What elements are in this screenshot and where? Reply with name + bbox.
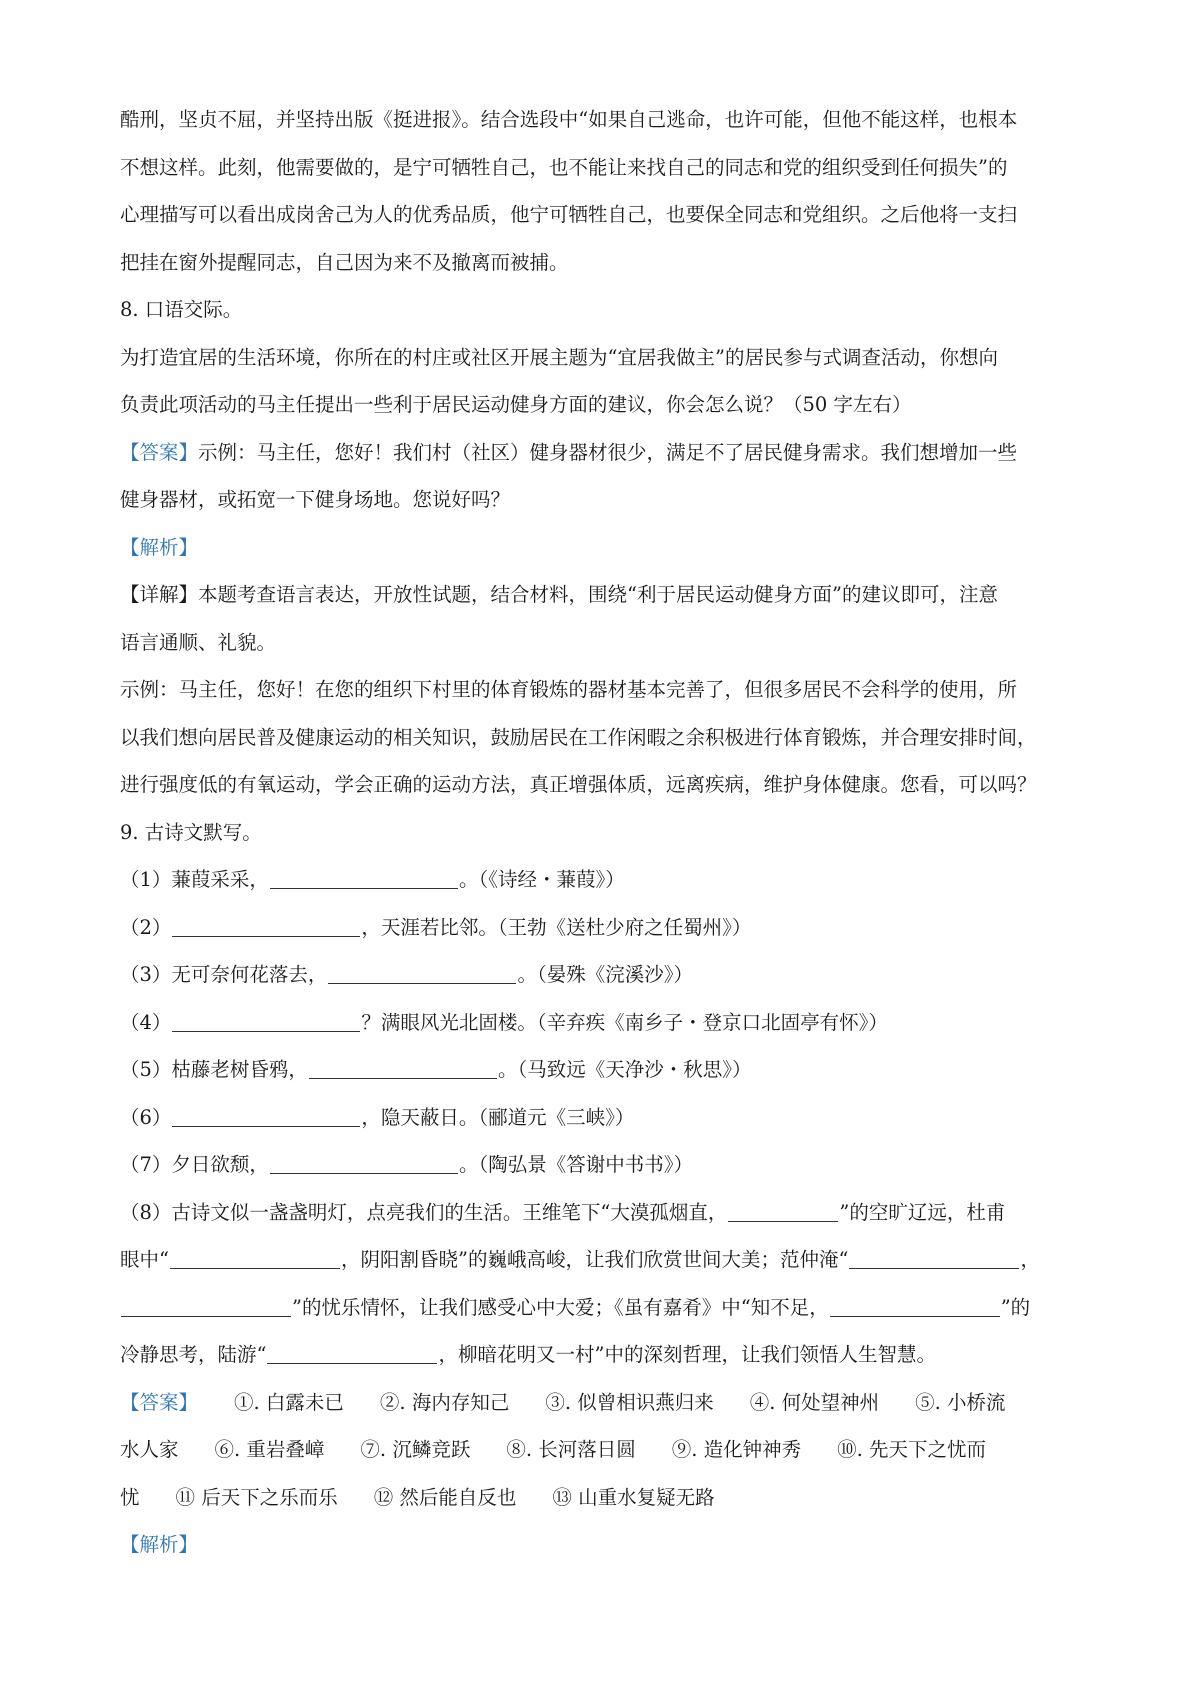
answer-item: ⑩. 先天下之忧而 bbox=[837, 1438, 987, 1461]
dictation-item-8: ”的忧乐情怀，让我们感受心中大爱；《虽有嘉肴》中“知不足， ”的 bbox=[120, 1284, 1096, 1332]
dictation-item-8: 冷静思考，陆游“ ，柳暗花明又一村”中的深刻哲理，让我们领悟人生智慧。 bbox=[120, 1343, 936, 1366]
question-title: 8. 口语交际。 bbox=[120, 298, 243, 321]
answer-item: ⑪ 后天下之乐而乐 bbox=[175, 1485, 338, 1509]
question-prompt-line: 为打造宜居的生活环境，你所在的村庄或社区开展主题为“宜居我做主”的居民参与式调查活动，你想向 bbox=[120, 345, 998, 369]
fill-blank[interactable] bbox=[849, 1246, 1019, 1269]
example-line: 示例：马主任，您好！在您的组织下村里的体育锻炼的器材基本完善了，但很多居民不会科学的使用，所 bbox=[120, 678, 1018, 701]
answer-item: ①. 白露未已 bbox=[234, 1390, 344, 1414]
answer-item: ⑬ 山重水复疑无路 bbox=[552, 1485, 715, 1509]
dictation-item: （1）蒹葭采采， 。（《诗经・蒹葭》） bbox=[120, 868, 625, 891]
answer-item: ⑧. 长河落日圆 bbox=[506, 1438, 636, 1461]
dictation-item-8: 眼中“ ，阴阳割昏晓”的巍峨高峻，让我们欣赏世间大美；范仲淹“ ， bbox=[120, 1248, 1040, 1271]
previous-analysis bbox=[120, 96, 1096, 286]
dictation-item-8: （8）古诗文似一盏盏明灯，点亮我们的生活。王维笔下“大漠孤烟直， ”的空旷辽远，杜甫 bbox=[120, 1200, 1006, 1224]
detail-line bbox=[120, 571, 1096, 619]
answer-tag: 【答案】 bbox=[120, 1390, 199, 1414]
answer-item: ⑥. 重岩叠嶂 bbox=[214, 1438, 325, 1461]
fill-blank[interactable] bbox=[121, 1294, 291, 1317]
answer-tag: 【答案】 bbox=[120, 440, 199, 464]
example-line: 以我们想向居民普及健康运动的相关知识，鼓励居民在工作闲暇之余积极进行体育锻炼，并合理安排时间， bbox=[120, 725, 1037, 749]
answer-text: 示例：马主任，您好！我们村（社区）健身器材很少，满足不了居民健身需求。我们想增加一些 bbox=[198, 440, 1018, 464]
question-title: 9. 古诗文默写。 bbox=[120, 820, 262, 844]
analysis-line: 心理描写可以看出成岗舍己为人的优秀品质，他宁可牺牲自己，也要保全同志和党组织。之后他将一支扫 bbox=[120, 203, 1018, 226]
detail-text: 本题考查语言表达，开放性试题，结合材料，围绕“利于居民运动健身方面”的建议即可，注意 bbox=[198, 583, 998, 606]
analysis-tag: 【解析】 bbox=[120, 535, 199, 559]
dictation-item: （2） ，天涯若比邻。（王勃《送杜少府之任蜀州》） bbox=[120, 915, 752, 939]
answer-item: ⑤. 小桥流 bbox=[915, 1390, 1006, 1414]
dictation-item: （4） ？满眼风光北固楼。（辛弃疾《南乡子・登京口北固亭有怀》） bbox=[120, 1010, 888, 1034]
answer-item: ②. 海内存知己 bbox=[379, 1390, 510, 1414]
answer-line: 健身器材，或拓宽一下健身场地。您说好吗？ bbox=[120, 488, 511, 511]
analysis-tag: 【解析】 bbox=[120, 1533, 199, 1556]
fill-blank[interactable] bbox=[328, 961, 516, 984]
question-prompt-line: 负责此项活动的马主任提出一些利于居民运动健身方面的建议，你会怎么说？（50 字左右） bbox=[120, 393, 912, 416]
analysis-heading bbox=[120, 524, 1096, 572]
answer-line bbox=[120, 1474, 1096, 1522]
answer-item: ③. 似曾相识燕归来 bbox=[545, 1390, 714, 1414]
dictation-item: （3）无可奈何花落去， 。（晏殊《浣溪沙》） bbox=[120, 963, 693, 986]
analysis-line: 把挂在窗外提醒同志，自己因为来不及撤离而被捕。 bbox=[120, 250, 569, 274]
fill-blank[interactable] bbox=[830, 1294, 1000, 1317]
fill-blank[interactable] bbox=[728, 1199, 838, 1222]
dictation-item: （6） ，隐天蔽日。（郦道元《三峡》） bbox=[120, 1105, 635, 1129]
question-9 bbox=[120, 809, 1096, 1569]
answer-line bbox=[120, 1426, 1096, 1474]
answer-item: ⑦. 沉鳞竞跃 bbox=[360, 1438, 471, 1461]
fill-blank[interactable] bbox=[172, 1009, 360, 1032]
answer-line bbox=[120, 1379, 1096, 1427]
analysis-line: 不想这样。此刻，他需要做的，是宁可牺牲自己，也不能让来找自己的同志和党的组织受到任何损失”的 bbox=[120, 155, 1008, 179]
question-8 bbox=[120, 286, 1096, 809]
fill-blank[interactable] bbox=[309, 1056, 497, 1079]
example-line: 进行强度低的有氧运动，学会正确的运动方法，真正增强体质，远离疾病，维护身体健康。您看，可以吗？ bbox=[120, 773, 1037, 796]
detail-line: 语言通顺、礼貌。 bbox=[120, 630, 277, 654]
dictation-item: （7）夕日欲颓， 。（陶弘景《答谢中书书》） bbox=[120, 1153, 693, 1176]
dictation-item: （5）枯藤老树昏鸦， 。（马致远《天净沙・秋思》） bbox=[120, 1058, 752, 1081]
fill-blank[interactable] bbox=[270, 1151, 458, 1174]
answer-item: ⑫ 然后能自反也 bbox=[373, 1485, 517, 1509]
analysis-heading bbox=[120, 1521, 1096, 1569]
fill-blank[interactable] bbox=[170, 1246, 340, 1269]
answer-line bbox=[120, 429, 1096, 477]
answer-item: ④. 何处望神州 bbox=[749, 1390, 880, 1414]
analysis-line: 酷刑，坚贞不屈，并坚持出版《挺进报》。结合选段中“如果自己逃命，也许可能，但他不能这样，也根本 bbox=[120, 108, 1018, 131]
fill-blank[interactable] bbox=[172, 914, 360, 937]
fill-blank[interactable] bbox=[270, 866, 458, 889]
answer-item: 忧 bbox=[120, 1485, 140, 1509]
fill-blank[interactable] bbox=[172, 1104, 360, 1127]
fill-blank[interactable] bbox=[267, 1341, 437, 1364]
answer-item: 水人家 bbox=[120, 1438, 179, 1461]
answer-item: ⑨. 造化钟神秀 bbox=[671, 1438, 802, 1461]
detail-tag: 【详解】 bbox=[120, 583, 199, 606]
